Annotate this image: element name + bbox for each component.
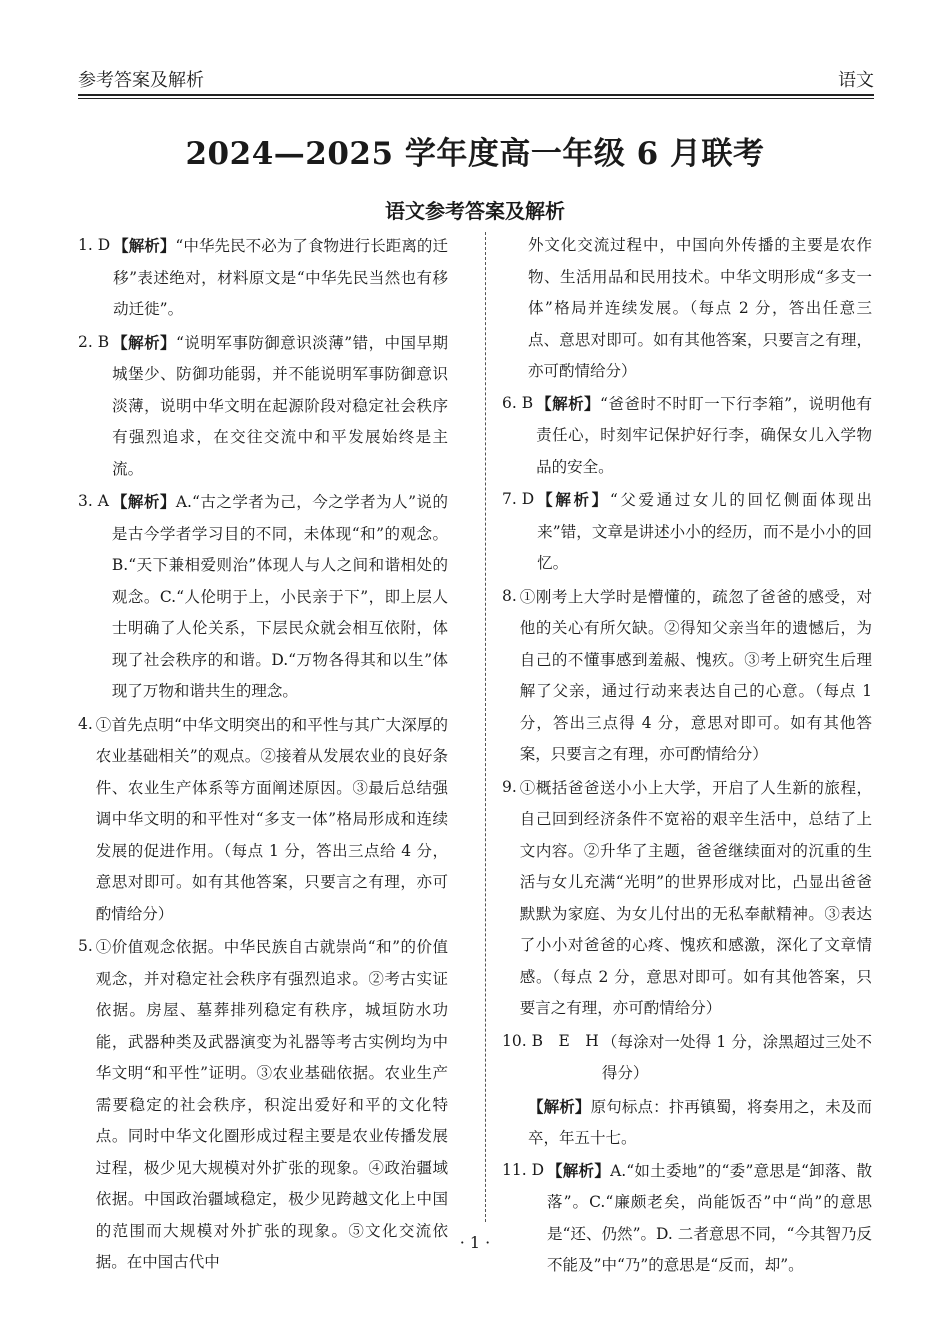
- analysis-tag: 【解析】: [537, 490, 610, 509]
- column-divider: [485, 232, 486, 1222]
- answer-text: ①概括爸爸送小小上大学，开启了人生新的旅程，自己回到经济条件不宽裕的艰辛生活中，总结了上文内容。②升华了主题，爸爸继续面对的沉重的生活与女儿充满“光明”的世界形成对比，凸显出爸爸默默为家庭、为女儿付出的无私奉献精神。③表达了小小对爸爸的心疼、愧疚和感激，深化了文章情感。（每点 2 分，意思对即可。如有其他答案，只要言之有理，亦可酌情给分）: [519, 778, 872, 1017]
- answer-text: ①刚考上大学时是懵懂的，疏忽了爸爸的感受，对他的关心有所欠缺。②得知父亲当年的遗憾后，为自己的不懂事感到羞赧、愧疚。③考上研究生后理解了父亲，通过行动来表达自己的心意。（每点 1 分，答出三点得 4 分，意思对即可。如有其他答案，只要言之有理，亦可酌情给分）: [519, 587, 872, 763]
- answer-text: “中华先民不必为了食物进行长距离的迁移”表述绝对，材料原文是“中华先民当然也有移动迁徙”。: [113, 237, 448, 318]
- analysis-tag: 【解析】: [112, 332, 177, 352]
- answer-text: 原句标点：抃再镇蜀，将奏用之，未及而卒，年五十七。: [528, 1097, 872, 1147]
- answer-5-continuation: 外文化交流过程中，中国向外传播的主要是农作物、生活用品和民用技术。中华文明形成“多支一体”格局并连续发展。（每点 2 分，答出任意三点、意思对即可。如有其他答案，只要言之有理，亦可酌情给分）: [528, 236, 872, 380]
- answer-number: 8.: [502, 586, 517, 605]
- header-left-label: 参考答案及解析: [78, 70, 204, 91]
- answer-text: “爸爸时不时盯一下行李箱”，说明他有责任心，时刻牢记保护好行李，确保女儿入学物品的安全。: [536, 394, 872, 476]
- answer-item-10: [502, 1026, 872, 1090]
- answer-item-5: [78, 931, 448, 1279]
- answer-item-8: [502, 581, 872, 771]
- answer-number: 4.: [78, 714, 93, 733]
- answer-number: 11. D: [502, 1160, 545, 1179]
- answer-item-3: [78, 486, 448, 708]
- analysis-tag: 【解析】: [528, 1096, 591, 1116]
- answer-number: 9.: [502, 777, 517, 796]
- answer-text: “父爱通过女儿的回忆侧面体现出来”错，文章是讲述小小的经历，而不是小小的回忆。: [537, 491, 872, 572]
- answer-text: ①价值观念依据。中华民族自古就崇尚“和”的价值观念，并对稳定社会秩序有强烈追求。②考古实证依据。房屋、墓葬排列稳定有秩序，城垣防水功能，武器种类及武器演变为礼器等考古实例均为中华文明“和平性”证明。③农业基础依据。农业生产需要稳定的社会秩序，积淀出爱好和平的文化特点。同时中华文化圈形成过程主要是农业传播发展过程，极少见大规模对外扩张的现象。④政治疆域依据。中国政治疆域稳定，极少见跨越文化上中国的范围而大规模对外扩张的现象。⑤文化交流依据。在中国古代中: [95, 938, 448, 1271]
- answer-number: 3. A: [78, 492, 109, 510]
- answer-text: ①首先点明“中华文明突出的和平性与其广大深厚的农业基础相关”的观点。②接着从发展农业的良好条件、农业生产体系等方面阐述原因。③最后总结强调中华文明的和平性对“多支一体”格局形成和连续发展的促进作用。（每点 1 分，答出三点给 4 分，意思对即可。如有其他答案，只要言之有理，亦可酌情给分）: [95, 715, 448, 923]
- analysis-tag: 【解析】: [547, 1160, 611, 1180]
- header-rule-thin: [78, 98, 874, 99]
- analysis-tag: 【解析】: [111, 492, 176, 511]
- answer-number: 10. B E H: [502, 1031, 599, 1050]
- header-rule-thick: [78, 94, 874, 96]
- answer-text: “说明军事防御意识淡薄”错，中国早期城堡少、防御功能弱，并不能说明军事防御意识淡薄，说明中华文明在起源阶段对稳定社会秩序有强烈追求，在交往交流中和平发展始终是主流。: [112, 333, 448, 478]
- header-subject-label: 语文: [838, 70, 874, 91]
- answer-item-4: [78, 709, 448, 931]
- analysis-tag: 【解析】: [113, 236, 176, 255]
- answer-item-9: [502, 772, 872, 1025]
- analysis-tag: 【解析】: [536, 393, 601, 413]
- left-column: [78, 230, 448, 1280]
- document-title: 2024—2025 学年度高一年级 6 月联考: [185, 136, 765, 172]
- answer-text: A.“如土委地”的“委”意思是“卸落、散落”。C.“廉颇老矣，尚能饭否”中“尚”的意思是“还、仍然”。D. 二者意思不同，“今其智乃反不能及”中“乃”的意思是“反而，却”。: [547, 1161, 872, 1274]
- answer-number: 7. D: [502, 490, 535, 508]
- answer-item-11: [502, 1155, 872, 1282]
- answer-item-7: [502, 484, 872, 580]
- page-header: [78, 56, 874, 92]
- right-column: [502, 230, 872, 1283]
- page-number: · 1 ·: [459, 1233, 491, 1252]
- answer-item-2: [78, 327, 448, 486]
- answer-text: （每涂对一处得 1 分，涂黑超过三处不得分）: [601, 1032, 872, 1082]
- answer-number: 2. B: [78, 332, 110, 351]
- answer-number: 6. B: [502, 393, 534, 412]
- answer-number: 1. D: [78, 236, 111, 254]
- document-subtitle: 语文参考答案及解析: [385, 199, 565, 223]
- answer-10-analysis: [502, 1091, 872, 1155]
- answer-text: A.“古之学者为己，今之学者为人”说的是古今学者学习目的不同，未体现“和”的观念。B.“天下兼相爱则治”体现人与人之间和谐相处的观念。C.“人伦明于上，小民亲于下”，即上层人士明确了人伦关系，下层民众就会相互依附，体现了社会秩序的和谐。D.“万物各得其和以生”体现了万物和谐共生的理念。: [111, 493, 448, 700]
- answer-item-1: [78, 230, 448, 326]
- answer-number: 5.: [78, 937, 93, 955]
- answer-item-6: [502, 388, 872, 484]
